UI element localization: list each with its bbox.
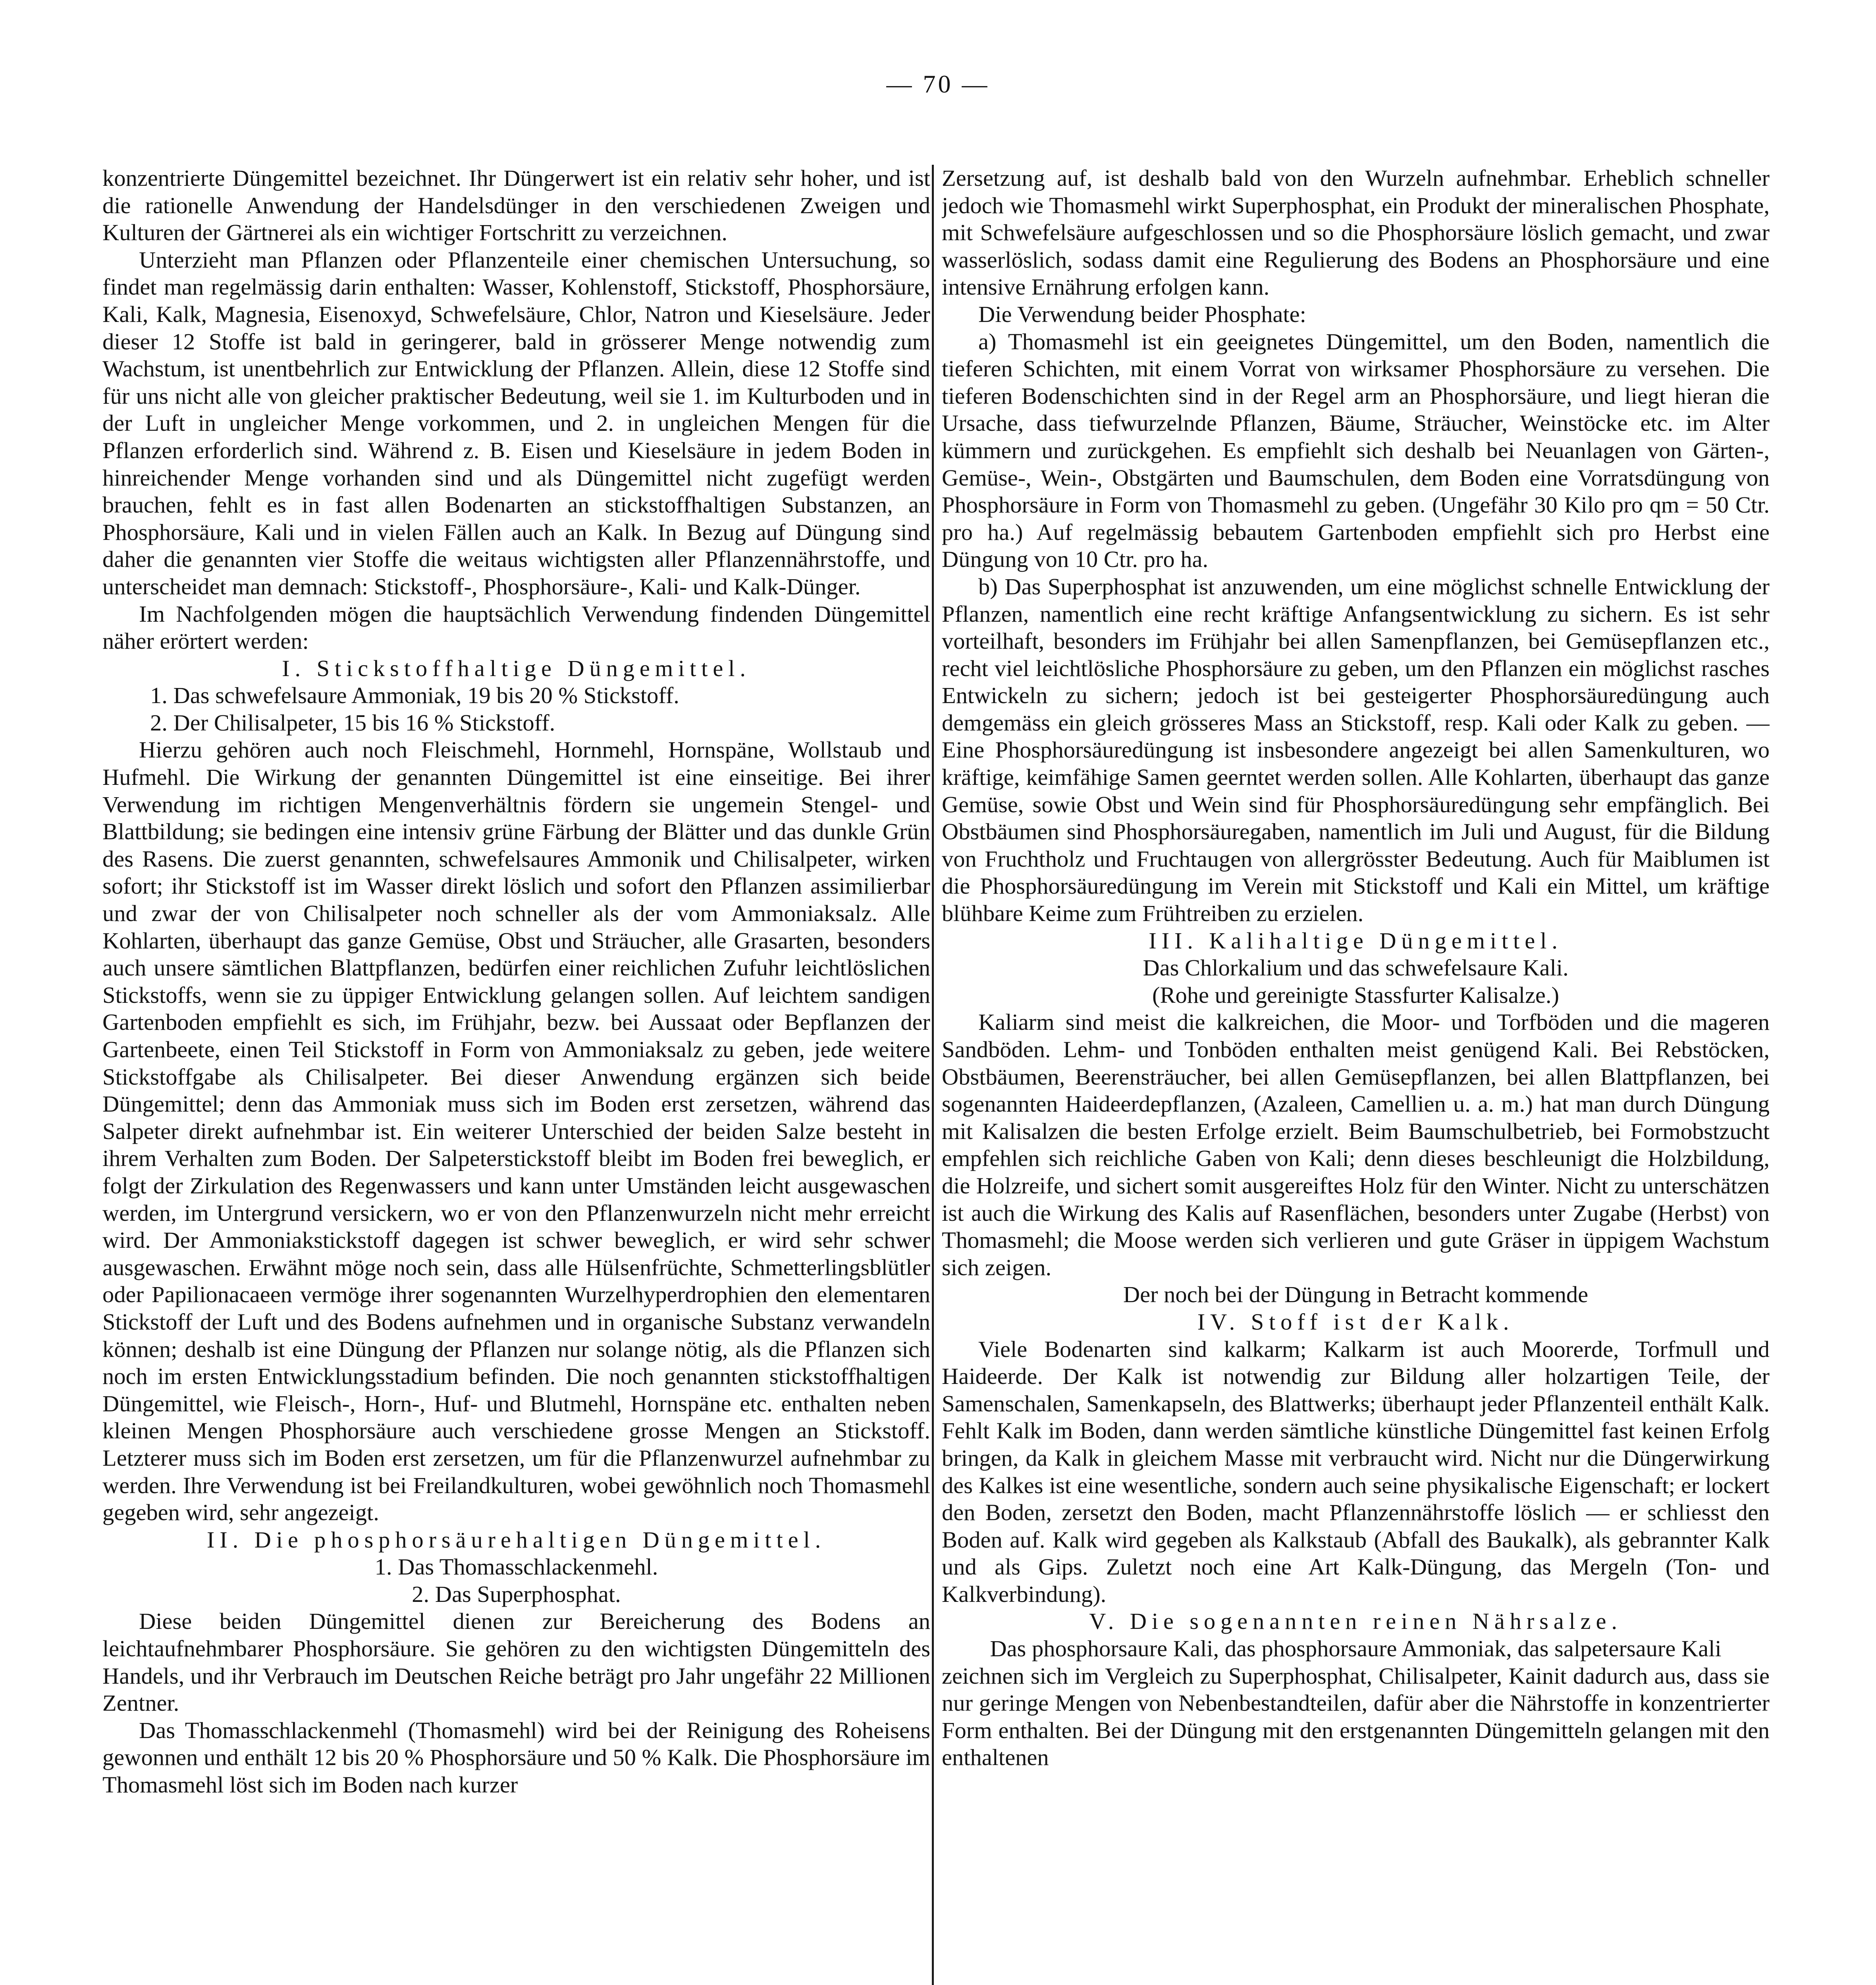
subheading: Das Chlorkalium und das schwefelsaure Kali. — [1143, 955, 1569, 981]
paragraph: Zersetzung auf, ist deshalb bald von den Wurzeln aufnehmbar. Erheblich schneller jedoch wie Thomasmehl wirkt Superphosphat, ein Produkt der mineralischen Phosphate, mit Schwefelsäure aufgeschlossen und so die Phosphorsäure löslich gemacht, und zwar wasserlöslich, sodass damit eine Regulierung des Bodens an Phosphorsäure und eine intensive Ernährung erfolgen kann. — [942, 165, 1770, 300]
paragraph: Kaliarm sind meist die kalkreichen, die Moor- und Torfböden und die mageren Sandböden. Lehm- und Tonböden enthalten meist genügend Kali. Bei Rebstöcken, Obstbäumen, Beerensträucher, bei allen Gemüsepflanzen, bei allen Blattpflanzen, bei sogenannten Haideerdepflanzen, (Azaleen, Camellien u. a. m.) hat man durch Düngung mit Kalisalzen die besten Erfolge erzielt. Beim Baumschulbetrieb, bei Formobstzucht empfehlen sich reichliche Gaben von Kali; denn dieses beschleunigt die Holzbildung, die Holzreife, und sichert somit ausgereiftes Holz für den Winter. Nicht zu unterschätzen ist auch die Wirkung des Kalis auf Rasenflächen, besonders unter Zugabe (Herbst) von Thomasmehl; die Moose werden sich verlieren und gute Gräser in üppigem Wachstum sich zeigen. — [942, 1009, 1770, 1280]
section-heading: III. Kalihaltige Düngemittel. — [1149, 927, 1563, 954]
paragraph: Das Thomasschlackenmehl (Thomasmehl) wird bei der Reinigung des Roheisens gewonnen und enthält 12 bis 20 % Phosphorsäure und 50 % Kalk. Die Phosphorsäure im Thomasmehl löst sich im Boden nach kurzer — [102, 1717, 930, 1798]
paragraph: Unterzieht man Pflanzen oder Pflanzenteile einer chemischen Untersuchung, so findet man regelmässig darin enthalten: Wasser, Kohlenstoff, Stickstoff, Phosphorsäure, Kali, Kalk, Magnesia, Eisenoxyd, Schwefelsäure, Chlor, Natron und Kieselsäure. Jeder dieser 12 Stoffe ist bald in geringerer, bald in grösserer Menge notwendig zum Wachstum, ist unentbehrlich zur Entwicklung der Pflanzen. Allein, diese 12 Stoffe sind für uns nicht alle von gleicher praktischer Bedeutung, weil sie 1. im Kulturboden und in der Luft in ungleicher Menge vorkommen, und 2. in ungleichen Mengen für die Pflanzen erforderlich sind. Während z. B. Eisen und Kieselsäure in jedem Boden in hinreichender Menge vorhanden sind und als Düngemittel nicht zugefügt werden brauchen, fehlt es in fast allen Bodenarten an stickstoffhaltigen Substanzen, an Phosphorsäure, Kali und in vielen Fällen auch an Kalk. In Bezug auf Düngung sind daher die genannten vier Stoffe die weitaus wichtigsten aller Pflanzennährstoffe, und unterscheidet man demnach: Stickstoff-, Phosphorsäure-, Kali- und Kalk-Dünger. — [102, 247, 930, 599]
paragraph: a) Thomasmehl ist ein geeignetes Düngemittel, um den Boden, namentlich die tieferen Schichten, mit einem Vorrat von wirksamer Phosphorsäure zu versehen. Die tieferen Bodenschichten sind in der Regel arm an Phosphorsäure, und liegt hieran die Ursache, dass tiefwurzelnde Pflanzen, Bäume, Sträucher, Weinstöcke etc. im Alter kümmern und zurückgehen. Es empfiehlt sich deshalb bei Neuanlagen von Gärten-, Gemüse-, Wein-, Obstgärten und Baumschulen, dem Boden eine Vorratsdüngung von Phosphorsäure in Form von Thomasmehl zu geben. (Ungefähr 30 Kilo pro qm = 50 Ctr. pro ha.) Auf regelmässig bebautem Gartenboden empfiehlt sich pro Herbst eine Düngung von 10 Ctr. pro ha. — [942, 328, 1770, 572]
paragraph: Diese beiden Düngemittel dienen zur Bereicherung des Bodens an leichtaufnehmbarer Phosphorsäure. Sie gehören zu den wichtigsten Düngemitteln des Handels, und ihr Verbrauch im Deutschen Reiche beträgt pro Jahr ungefähr 22 Millionen Zentner. — [102, 1608, 930, 1716]
subheading: 1. Das Thomasschlackenmehl. — [374, 1554, 658, 1580]
section-heading: II. Die phosphorsäurehaltigen Düngemittel. — [206, 1526, 826, 1553]
section-heading: V. Die sogenannten reinen Nährsalze. — [1089, 1608, 1622, 1634]
subheading: (Rohe und gereinigte Stassfurter Kalisalze.) — [1152, 982, 1560, 1008]
column-divider — [932, 165, 934, 1985]
paragraph: Die Verwendung beider Phosphate: — [978, 301, 1306, 327]
subheading: Der noch bei der Düngung in Betracht kommende — [1123, 1282, 1589, 1308]
section-heading: I. Stickstoffhaltige Düngemittel. — [282, 655, 751, 681]
subheading: 2. Das Superphosphat. — [412, 1581, 621, 1607]
paragraph: zeichnen sich im Vergleich zu Superphosphat, Chilisalpeter, Kainit dadurch aus, dass sie nur geringe Mengen von Nebenbestandteilen, dafür aber die Nährstoffe in konzentrierter Form enthalten. Bei der Düngung mit den erstgenannten Düngemitteln gelangen mit den enthaltenen — [942, 1663, 1770, 1771]
page-number: — 70 — — [886, 70, 990, 98]
paragraph: b) Das Superphosphat ist anzuwenden, um eine möglichst schnelle Entwicklung der Pflanzen, namentlich eine recht kräftige Anfangsentwicklung zu sichern. Es ist sehr vorteilhaft, besonders im Frühjahr bei allen Samenpflanzen, bei Gemüsepflanzen etc., recht viel leichtlösliche Phosphorsäure zu geben, um den Pflanzen ein möglichst rasches Entwickeln zu sichern; jedoch ist bei gesteigerter Phosphorsäuredüngung auch demgemäss ein gleich grösseres Mass an Stickstoff, resp. Kali oder Kalk zu geben. — Eine Phosphorsäuredüngung ist insbesondere angezeigt bei allen Samenkulturen, wo kräftige, keimfähige Samen geerntet werden sollen. Alle Kohlarten, überhaupt das ganze Gemüse, sowie Obst und Wein sind für Phosphorsäuredüngung sehr empfänglich. Bei Obstbäumen sind Phosphorsäuregaben, namentlich im Juli und August, für die Bildung von Fruchtholz und Fruchtaugen von allergrösster Bedeutung. Auch für Maiblumen ist die Phosphorsäuredüngung im Verein mit Stickstoff und Kali ein Mittel, um kräftige blühbare Keime zum Frühtreiben zu erzielen. — [942, 573, 1770, 927]
paragraph: Im Nachfolgenden mögen die hauptsächlich Verwendung findenden Düngemittel näher erörtert werden: — [102, 601, 930, 654]
paragraph: Viele Bodenarten sind kalkarm; Kalkarm ist auch Moorerde, Torfmull und Haideerde. Der Kalk ist notwendig zur Bildung aller holzartigen Teile, der Samenschalen, Samenkapseln, des Blattwerks; überhaupt jeder Pflanzenteil enthält Kalk. Fehlt Kalk im Boden, dann werden sämtliche künstliche Düngemittel fast keinen Erfolg bringen, da Kalk in gleichem Masse mit verbraucht wird. Nicht nur die Düngerwirkung des Kalkes ist eine wesentliche, sondern auch seine physikalische Eigenschaft; er lockert den Boden, zersetzt den Boden, macht Pflanzennährstoffe löslich — er schliesst den Boden auf. Kalk wird gegeben als Kalkstaub (Abfall des Baukalk), als gebrannter Kalk und als Gips. Zuletzt noch eine Art Kalk-Düngung, das Mergeln (Ton- und Kalkverbindung). — [942, 1336, 1770, 1607]
subheading: Das phosphorsaure Kali, das phosphorsaure Ammoniak, das salpetersaure Kali — [990, 1636, 1722, 1662]
paragraph: Hierzu gehören auch noch Fleischmehl, Hornmehl, Hornspäne, Wollstaub und Hufmehl. Die Wirkung der genannten Düngemittel ist eine einseitige. Bei ihrer Verwendung im richtigen Mengenverhältnis fördern sie ungemein Stengel- und Blattbildung; sie bedingen eine intensiv grüne Färbung der Blätter und das dunkle Grün des Rasens. Die zuerst genannten, schwefelsaures Ammonik und Chilisalpeter, wirken sofort; ihr Stickstoff ist im Wasser direkt löslich und sofort den Pflanzen assimilierbar und zwar der von Chilisalpeter noch schneller als der vom Ammoniaksalz. Alle Kohlarten, überhaupt das ganze Gemüse, Obst und Sträucher, alle Grasarten, besonders auch unsere sämtlichen Blattpflanzen, bedürfen einer reichlichen Zufuhr leichtlöslichen Stickstoffs, wenn sie zu üppiger Entwicklung gelangen sollen. Auf leichtem sandigen Gartenboden empfiehlt es sich, im Frühjahr, bezw. bei Aussaat oder Bepflanzen der Gartenbeete, einen Teil Stickstoff in Form von Ammoniaksalz zu geben, jede weitere Stickstoffgabe als Chilisalpeter. Bei dieser Anwendung ergänzen sich beide Düngemittel; denn das Ammoniak muss sich im Boden erst zersetzen, während das Salpeter direkt aufnehmbar ist. Ein weiterer Unterschied der beiden Salze besteht in ihrem Verhalten zum Boden. Der Salpeterstickstoff bleibt im Boden frei beweglich, er folgt der Zirkulation des Regenwassers und kann unter Umständen leicht ausgewaschen werden, im Untergrund versickern, wo er von den Pflanzenwurzeln nicht mehr erreicht wird. Der Ammoniakstickstoff dagegen ist schwer beweglich, er wird sehr schwer ausgewaschen. Erwähnt möge noch sein, dass alle Hülsenfrüchte, Schmetterlingsblütler oder Papilionacaeen vermöge ihrer sogenannten Wurzelhyperdrophien den elementaren Stickstoff der Luft und des Bodens aufnehmen und in organische Substanz verwandeln können; deshalb ist eine Düngung der Pflanzen nur solange nötig, als die Pflanzen sich noch im ersten Entwicklungsstadium befinden. Die noch genannten stickstoffhaltigen Düngemittel, wie Fleisch-, Horn-, Huf- und Blutmehl, Hornspäne etc. enthalten neben kleinen Mengen Phosphorsäure auch verschiedene grosse Mengen an Stickstoff. Letzterer muss sich im Boden erst zersetzen, um für die Pflanzenwurzel aufnehmbar zu werden. Ihre Verwendung ist bei Freilandkulturen, wobei gewöhnlich noch Thomasmehl gegeben wird, sehr angezeigt. — [102, 737, 930, 1526]
paragraph: konzentrierte Düngemittel bezeichnet. Ihr Düngerwert ist ein relativ sehr hoher, und ist die rationelle Anwendung der Handelsdünger in den verschiedenen Zweigen und Kulturen der Gärtnerei als ein wichtiger Fortschritt zu verzeichnen. — [102, 165, 930, 246]
list-item: 1. Das schwefelsaure Ammoniak, 19 bis 20 % Stickstoff. — [150, 682, 679, 709]
list-item: 2. Der Chilisalpeter, 15 bis 16 % Stickstoff. — [150, 709, 555, 736]
section-heading: IV. Stoff ist der Kalk. — [1197, 1309, 1514, 1335]
left-column — [102, 165, 930, 1985]
right-column — [942, 165, 1770, 1985]
